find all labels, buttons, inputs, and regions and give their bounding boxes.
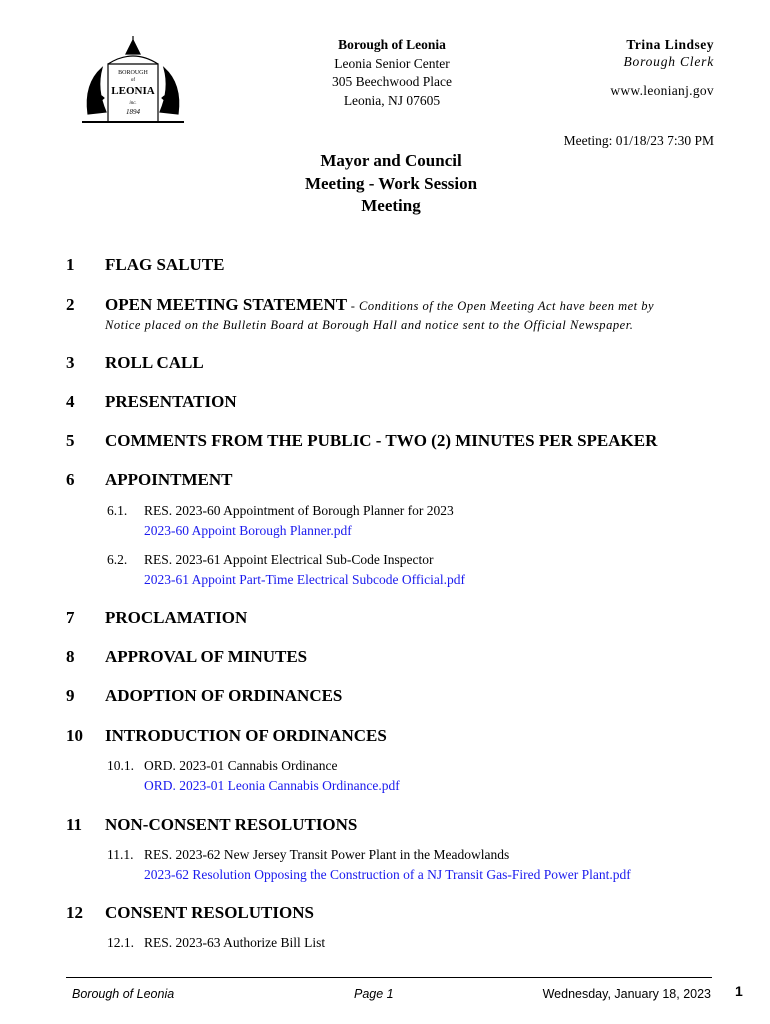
item-note-continued: Notice placed on the Bulletin Board at Borough Hall and notice sent to the Official Newspaper. [105, 318, 634, 332]
item-number: 5 [66, 431, 75, 450]
address-line-1: Leonia Senior Center [334, 55, 450, 71]
item-heading: CONSENT RESOLUTIONS [105, 903, 314, 922]
sub-item-number: 12.1. [107, 935, 134, 950]
sub-item-text: RES. 2023-63 Authorize Bill List [144, 935, 326, 950]
seal-text-leonia: LEONIA [111, 85, 155, 97]
org-name: Borough of Leonia [338, 37, 446, 52]
item-number: 9 [66, 686, 75, 705]
item-note: - Conditions of the Open Meeting Act have been met by [347, 299, 655, 313]
header-address-block [292, 36, 492, 110]
item-number: 3 [66, 353, 75, 372]
item-number: 12 [66, 903, 83, 922]
item-heading: APPROVAL OF MINUTES [105, 647, 308, 666]
page-title: Mayor and Council Meeting - Work Session Meeting [304, 151, 478, 215]
item-heading: NON-CONSENT RESOLUTIONS [105, 815, 358, 834]
sub-item-10-1 [107, 756, 707, 795]
item-number: 8 [66, 647, 75, 666]
item-number: 2 [66, 295, 75, 314]
item-heading: ADOPTION OF ORDINANCES [105, 686, 343, 705]
footer-org: Borough of Leonia [72, 987, 175, 1001]
clerk-name: Trina Lindsey [626, 37, 714, 52]
item-number: 7 [66, 608, 75, 627]
item-heading: PRESENTATION [105, 392, 237, 411]
sub-item-text: RES. 2023-62 New Jersey Transit Power Plant in the Meadowlands [144, 847, 510, 862]
address-line-3: Leonia, NJ 07605 [343, 92, 441, 108]
address-line-2: 305 Beechwood Place [332, 74, 452, 89]
sub-item-6-2 [107, 550, 707, 589]
sub-item-text: ORD. 2023-01 Cannabis Ordinance [144, 758, 338, 773]
clerk-title: Borough Clerk [623, 54, 714, 69]
seal-text-of: of [130, 78, 136, 83]
seal-text-year: 1894 [126, 108, 140, 116]
sub-item-number: 10.1. [107, 758, 134, 773]
sub-item-6-1 [107, 501, 707, 540]
sub-item-11-1 [107, 845, 707, 884]
item-number: 4 [66, 392, 75, 411]
sub-item-number: 6.1. [107, 503, 128, 518]
item-heading: OPEN MEETING STATEMENT [105, 295, 348, 314]
sub-item-12-1 [107, 933, 707, 953]
seal-text-inc: inc. [129, 101, 137, 106]
item-heading: COMMENTS FROM THE PUBLIC - TWO (2) MINUTES PER SPEAKER [105, 431, 658, 450]
sub-item-text: RES. 2023-61 Appoint Electrical Sub-Code Inspector [144, 552, 434, 567]
item-heading: FLAG SALUTE [105, 255, 225, 274]
attachment-link[interactable]: ORD. 2023-01 Leonia Cannabis Ordinance.pdf [144, 777, 400, 793]
meeting-info: Meeting: 01/18/23 7:30 PM [563, 133, 714, 148]
seal-text-borough: BOROUGH [118, 70, 148, 76]
attachment-link[interactable]: 2023-62 Resolution Opposing the Construction of a NJ Transit Gas-Fired Power Plant.pdf [144, 866, 631, 882]
page-number: 1 [735, 983, 743, 999]
sub-item-number: 11.1. [107, 847, 134, 862]
item-number: 1 [66, 255, 75, 274]
item-number: 11 [66, 815, 83, 834]
attachment-link[interactable]: 2023-60 Appoint Borough Planner.pdf [144, 522, 352, 538]
footer-page-label: Page 1 [354, 987, 394, 1001]
website-link[interactable]: www.leonianj.gov [610, 83, 714, 98]
sub-item-text: RES. 2023-60 Appointment of Borough Planner for 2023 [144, 503, 454, 518]
item-heading: PROCLAMATION [105, 608, 248, 627]
item-number: 10 [66, 726, 83, 745]
sub-item-number: 6.2. [107, 552, 128, 567]
footer-date: Wednesday, January 18, 2023 [542, 987, 711, 1001]
item-heading: APPOINTMENT [105, 470, 233, 489]
borough-seal-logo [78, 34, 188, 126]
footer-divider [66, 977, 712, 978]
item-heading: INTRODUCTION OF ORDINANCES [105, 726, 387, 745]
attachment-link[interactable]: 2023-61 Appoint Part-Time Electrical Subcode Official.pdf [144, 571, 465, 587]
header-clerk-block [520, 36, 714, 99]
item-heading: ROLL CALL [105, 353, 204, 372]
item-number: 6 [66, 470, 75, 489]
